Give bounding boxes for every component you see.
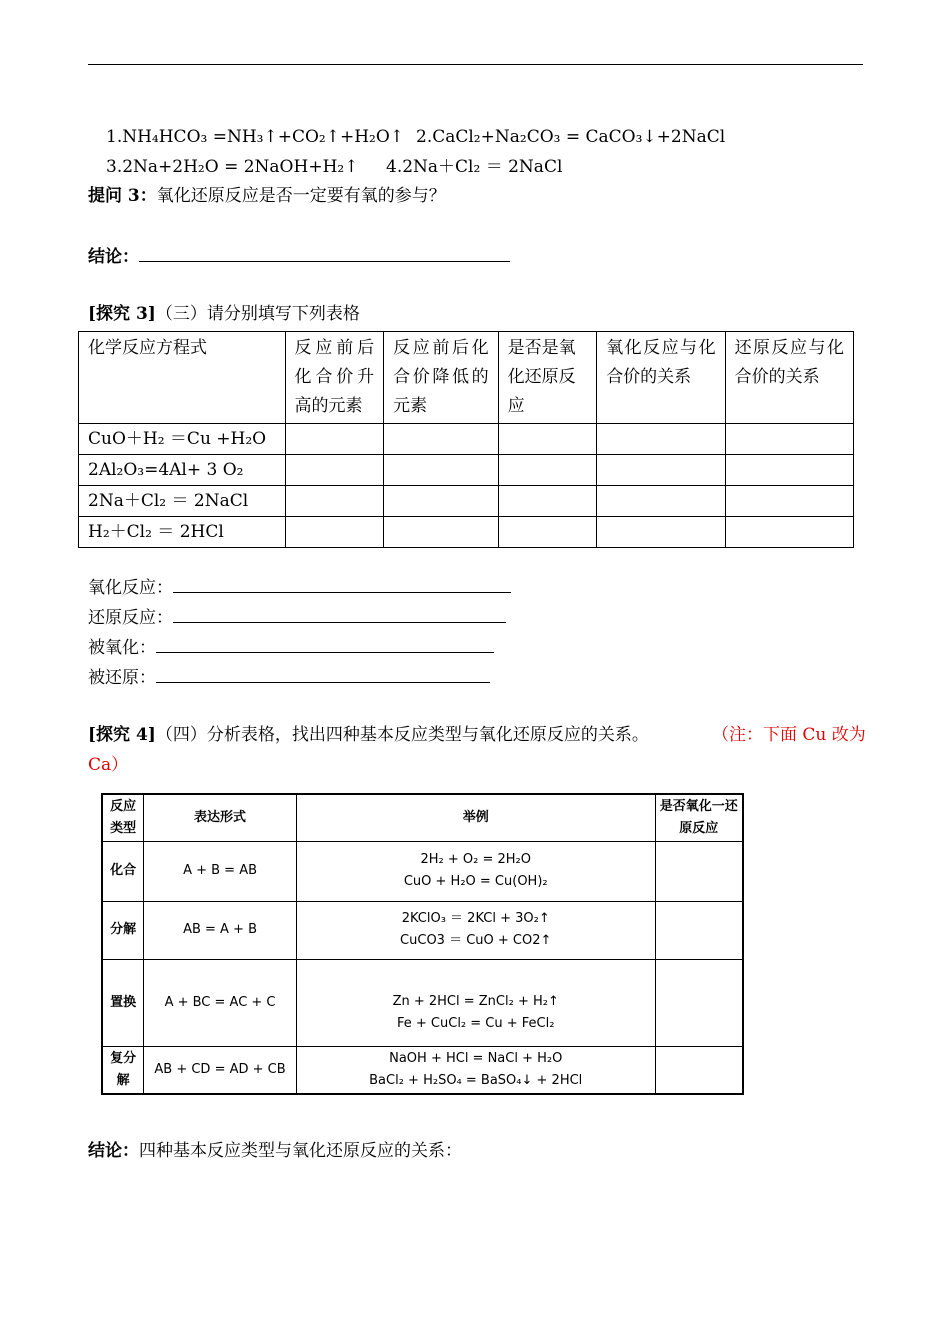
form-cell: AB + CD = AD + CB xyxy=(144,1046,297,1094)
answer-cell[interactable] xyxy=(597,517,725,548)
example-line: 2KClO₃ ＝ 2KCl + 3O₂↑ xyxy=(401,911,550,926)
answer-cell[interactable] xyxy=(498,455,597,486)
answer-cell[interactable] xyxy=(655,841,743,901)
answer-cell[interactable] xyxy=(384,424,498,455)
type-cell: 化合 xyxy=(102,841,144,901)
answer-cell[interactable] xyxy=(725,517,853,548)
conclusion-1-blank[interactable] xyxy=(139,245,510,262)
definition-oxidized-blank[interactable] xyxy=(156,636,494,653)
header-raised-element: 反应前后化合价升高的元素 xyxy=(285,332,384,424)
equation-cell: 2Na＋Cl₂ ＝ 2NaCl xyxy=(79,486,286,517)
definition-reduction-blank[interactable] xyxy=(173,606,506,623)
answer-cell[interactable] xyxy=(597,486,725,517)
answer-cell[interactable] xyxy=(498,424,597,455)
header-lowered-element: 反应前后化合价降低的元素 xyxy=(384,332,498,424)
answer-cell[interactable] xyxy=(725,455,853,486)
definition-oxidation-label: 氧化反应： xyxy=(88,578,173,598)
equation-3: 3.2Na+2H₂O = 2NaOH+H₂↑ xyxy=(106,157,359,177)
explore-3-text: （三）请分别填写下列表格 xyxy=(155,304,360,324)
explore-3-label: [探究 3] xyxy=(88,304,156,324)
header-is-redox: 是否是氧化还原反应 xyxy=(498,332,597,424)
header-type: 反应类型 xyxy=(102,794,144,841)
conclusion-1 xyxy=(88,245,510,268)
type-cell: 复分解 xyxy=(102,1046,144,1094)
question-3 xyxy=(88,185,446,207)
example-line: CuCO3 ＝ CuO + CO2↑ xyxy=(400,933,552,948)
definition-reduction xyxy=(88,606,506,629)
conclusion-2-label: 结论： xyxy=(88,1141,139,1161)
definition-reduced-label: 被还原： xyxy=(88,668,156,688)
form-cell: A + BC = AC + C xyxy=(144,959,297,1046)
definition-oxidation xyxy=(88,576,511,599)
header-example: 举例 xyxy=(296,794,655,841)
example-line: BaCl₂ + H₂SO₄ = BaSO₄↓ + 2HCl xyxy=(369,1072,583,1088)
equation-2: 2.CaCl₂+Na₂CO₃ = CaCO₃↓+2NaCl xyxy=(416,127,726,147)
reaction-type-table xyxy=(101,793,744,1095)
answer-cell[interactable] xyxy=(285,517,384,548)
definition-reduction-label: 还原反应： xyxy=(88,608,173,628)
equation-cell: H₂＋Cl₂ ＝ 2HCl xyxy=(79,517,286,548)
reaction-analysis-table xyxy=(78,331,854,548)
question-3-label: 提问 3： xyxy=(88,186,157,206)
conclusion-1-label: 结论： xyxy=(88,247,139,267)
answer-cell[interactable] xyxy=(384,486,498,517)
answer-cell[interactable] xyxy=(384,455,498,486)
table-row xyxy=(102,959,743,1046)
explore-4-note: （注：下面 Cu 改为 xyxy=(712,725,866,745)
answer-cell[interactable] xyxy=(597,424,725,455)
answer-cell[interactable] xyxy=(725,486,853,517)
form-cell: AB = A + B xyxy=(144,901,297,959)
answer-cell[interactable] xyxy=(285,455,384,486)
table-header-row xyxy=(102,794,743,841)
example-cell xyxy=(296,841,655,901)
explore-3-heading xyxy=(88,303,360,325)
table-row xyxy=(102,841,743,901)
definition-oxidized-label: 被氧化： xyxy=(88,638,156,658)
table-row xyxy=(102,901,743,959)
answer-cell[interactable] xyxy=(285,424,384,455)
form-cell: A + B = AB xyxy=(144,841,297,901)
table-row xyxy=(102,1046,743,1094)
example-cell xyxy=(296,901,655,959)
example-line: NaOH + HCl = NaCl + H₂O xyxy=(389,1050,563,1066)
type-cell: 置换 xyxy=(102,959,144,1046)
table-row xyxy=(79,486,854,517)
header-reduction-relation: 还原反应与化合价的关系 xyxy=(725,332,853,424)
header-oxidation-relation: 氧化反应与化合价的关系 xyxy=(597,332,725,424)
conclusion-2 xyxy=(88,1140,462,1162)
header-form: 表达形式 xyxy=(144,794,297,841)
table-header-row xyxy=(79,332,854,424)
answer-cell[interactable] xyxy=(384,517,498,548)
answer-cell[interactable] xyxy=(498,486,597,517)
definition-oxidation-blank[interactable] xyxy=(173,576,511,593)
answer-cell[interactable] xyxy=(655,959,743,1046)
example-line: Zn + 2HCl = ZnCl₂ + H₂↑ xyxy=(392,993,559,1009)
header-equation: 化学反应方程式 xyxy=(79,332,286,424)
explore-4-text: （四）分析表格，找出四种基本反应类型与氧化还原反应的关系。 xyxy=(155,725,649,745)
header-rule xyxy=(88,64,863,65)
table-row xyxy=(79,424,854,455)
equation-4: 4.2Na＋Cl₂ ＝ 2NaCl xyxy=(386,157,563,177)
answer-cell[interactable] xyxy=(285,486,384,517)
answer-cell[interactable] xyxy=(725,424,853,455)
example-line: CuO + H₂O = Cu(OH)₂ xyxy=(403,874,548,889)
example-line: Fe + CuCl₂ = Cu + FeCl₂ xyxy=(397,1015,555,1031)
equation-cell: 2Al₂O₃=4Al+ 3 O₂ xyxy=(79,455,286,486)
header-is-redox: 是否氧化一还原反应 xyxy=(655,794,743,841)
equation-cell: CuO＋H₂ ＝Cu +H₂O xyxy=(79,424,286,455)
answer-cell[interactable] xyxy=(498,517,597,548)
example-cell xyxy=(296,1046,655,1094)
answer-cell[interactable] xyxy=(597,455,725,486)
example-cell xyxy=(296,959,655,1046)
question-3-text: 氧化还原反应是否一定要有氧的参与？ xyxy=(156,186,446,206)
table-row xyxy=(79,455,854,486)
definition-oxidized xyxy=(88,636,494,659)
definition-reduced xyxy=(88,666,490,689)
answer-cell[interactable] xyxy=(655,901,743,959)
definition-reduced-blank[interactable] xyxy=(156,666,490,683)
explore-4-label: [探究 4] xyxy=(88,725,156,745)
table-row xyxy=(79,517,854,548)
explore-4-note-cont: Ca） xyxy=(88,755,129,775)
explore-4-heading xyxy=(88,724,649,746)
conclusion-2-text: 四种基本反应类型与氧化还原反应的关系： xyxy=(139,1141,462,1161)
type-cell: 分解 xyxy=(102,901,144,959)
example-line: 2H₂ + O₂ = 2H₂O xyxy=(420,852,531,867)
equation-1: 1.NH₄HCO₃ =NH₃↑+CO₂↑+H₂O↑ xyxy=(106,127,405,147)
answer-cell[interactable] xyxy=(655,1046,743,1094)
